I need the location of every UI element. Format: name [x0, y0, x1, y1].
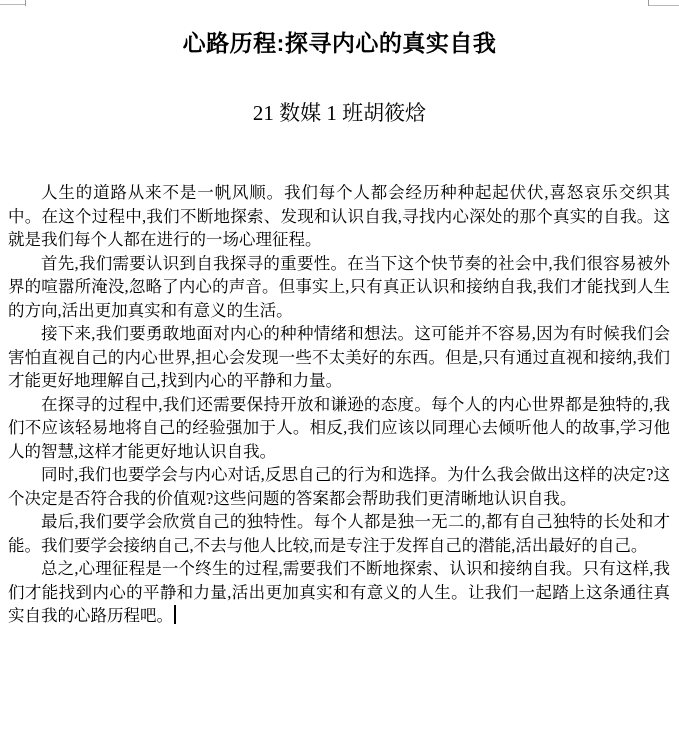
margin-crop-mark-top-left-vertical: [25, 0, 26, 6]
author-line: 21 数媒 1 班胡筱焓: [252, 101, 427, 125]
body-text[interactable]: [0, 181, 679, 628]
paragraph[interactable]: [8, 557, 670, 628]
paragraph[interactable]: 最后,我们要学会欣赏自己的独特性。每个人都是独一无二的,都有自己独特的长处和才能。我们要学会接纳自己,不去与他人比较,而是专注于发挥自己的潜能,活出最好的自己。: [8, 512, 670, 555]
paragraph[interactable]: 接下来,我们要勇敢地面对内心的种种情绪和想法。这可能并不容易,因为有时候我们会害怕直视自己的内心世界,担心会发现一些不太美好的东西。但是,只有通过直视和接纳,我们才能更好地理解自己,找到内心的平静和力量。: [8, 324, 670, 390]
margin-crop-mark-top-left-horizontal: [0, 4, 26, 5]
paragraph[interactable]: 人生的道路从来不是一帆风顺。我们每个人都会经历种种起起伏伏,喜怒哀乐交织其中。在这个过程中,我们不断地探索、发现和认识自我,寻找内心深处的那个真实的自我。这就是我们每个人都在进行的一场心理征程。: [8, 183, 670, 249]
margin-crop-mark-top-right-horizontal: [648, 5, 679, 6]
paragraph-text: 总之,心理征程是一个终生的过程,需要我们不断地探索、认识和接纳自我。只有这样,我们才能找到内心的平静和力量,活出更加真实和有意义的人生。让我们一起踏上这条通往真实自我的心路历程吧。: [8, 559, 670, 625]
page-title: 心路历程:探寻内心的真实自我: [182, 30, 497, 56]
paragraph[interactable]: 首先,我们需要认识到自我探寻的重要性。在当下这个快节奏的社会中,我们很容易被外界的喧嚣所淹没,忽略了内心的声音。但事实上,只有真正认识和接纳自我,我们才能找到人生的方向,活出更加真实和有意义的生活。: [8, 253, 670, 320]
paragraph[interactable]: 在探寻的过程中,我们还需要保持开放和谦逊的态度。每个人的内心世界都是独特的,我们不应该轻易地将自己的经验强加于人。相反,我们应该以同理心去倾听他人的故事,学习他人的智慧,这样才能更好地认识自我。: [8, 394, 670, 461]
text-cursor: [174, 605, 176, 624]
paragraph[interactable]: 同时,我们也要学会与内心对话,反思自己的行为和选择。为什么我会做出这样的决定?这个决定是否符合我的价值观?这些问题的答案都会帮助我们更清晰地认识自我。: [8, 465, 670, 508]
margin-crop-mark-top-right-vertical: [648, 0, 649, 6]
